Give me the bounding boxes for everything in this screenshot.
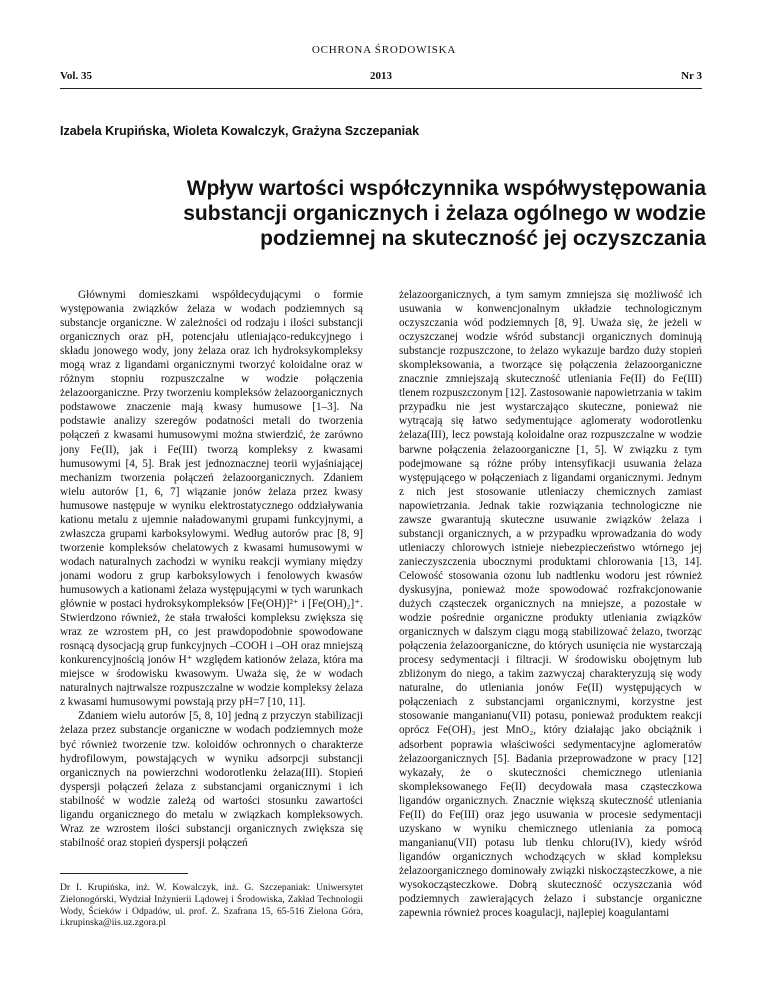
right-column: [399, 288, 702, 920]
footnote-divider: [60, 873, 188, 874]
authors: Izabela Krupińska, Wioleta Kowalczyk, Grażyna Szczepaniak: [60, 124, 420, 138]
volume-label: Vol. 35: [60, 70, 92, 82]
journal-name: OCHRONA ŚRODOWISKA: [311, 44, 457, 56]
year-label: 2013: [370, 70, 392, 82]
author-affiliation-footnote: Dr I. Krupińska, inż. W. Kowalczyk, inż. G. Szczepaniak: Uniwersytet Zielonogórski, Wydział Inżynierii Lądowej i Środowiska, Zakład Technologii Wody, Ścieków i Odpadów, ul. prof. Z. Szafrana 15, 65-516 Zielona Góra, i.krupinska@iis.uz.zgora.pl: [60, 882, 363, 929]
header-divider: [60, 88, 702, 89]
paragraph: żelazoorganicznych, a tym samym zmniejsza się możliwość ich usuwania w konwencjonalnym układzie technologicznym oczyszczania wód podziemnych [8, 9]. Uważa się, że jeżeli w oczyszczanej wodzie wśród substancji organicznych dominują substancje rozpuszczone, to żelazo wykazuje bardzo duży stopień skompleksowania, a tworzące się połączenia żelazoorganiczne znacznie zmniejszają skuteczność utleniania Fe(II) do Fe(III) tlenem rozpuszczonym [12]. Zastosowanie napowietrzania w takim przypadku nie jest wystarczająco skuteczne, ponieważ nie wytrącają się łatwo sedymentujące aglomeraty wodorotlenku żelaza(III), lecz powstają koloidalne oraz rozpuszczalne w wodzie barwne połączenia żelazoorganiczne [1, 5]. W związku z tym podejmowane są różne próby intensyfikacji usuwania żelaza występującego w połączeniach z ligandami organicznymi. Jednym z nich jest stosowanie utleniaczy chemicznych zamiast napowietrzania. Jednak takie rozwiązania technologiczne nie zawsze gwarantują skuteczne usuwanie związków żelaza i substancji organicznych, a w przypadku wprowadzania do wody utleniaczy chlorowych istnieje niebezpieczeństwo wtórnego jej zanieczyszczenia ubocznymi produktami chlorowania [13, 14]. Celowość stosowania ozonu lub nadtlenku wodoru jest również dyskusyjna, ponieważ może spowodować rozfrakcjonowanie dużych cząsteczek organicznych na mniejsze, a pozostałe w wodzie pośrednie organiczne produkty utleniania związków organicznych w dalszym ciągu mogą stabilizować żelazo, tworząc połączenia żelazoorganiczne, do których usunięcia nie wystarczają procesy sedymentacji i filtracji. W środowisku obojętnym lub zbliżonym do niego, a takim zazwyczaj charakteryzują się wody naturalne, do utleniania jonów Fe(II) występujących w połączeniach z substancjami organicznymi, korzystne jest stosowanie manganianu(VII) potasu, ponieważ produktem reakcji oprócz Fe(OH)₃ jest MnO₂, który działając jako obciążnik i adsorbent poprawia właściwości sedymentacyjne aglomeratów żelazoorganicznych [5]. Badania przeprowadzone w pracy [12] wykazały, że o skuteczności chemicznego utleniania skompleksowanego Fe(II) decydowała masa cząsteczkowa ligandów organicznych. Znacznie większą skuteczność utleniania Fe(II) do Fe(III) oraz jego usuwania w procesie sedymentacji uzyskano w wyniku chemicznego utleniania za pomocą manganianu(VII) potasu lub tlenku chloru(IV), kiedy wśród ligandów organicznych wchodzących w skład kompleksu żelazoorganicznego dominowały związki niskocząsteczkowe, a nie wysokocząsteczkowe. Dobrą skuteczność oczyszczania wód podziemnych zawierających żelazo i substancje organiczne zapewnia również proces koagulacji, najlepiej koagulantami: [399, 289, 702, 920]
paragraph: Głównymi domieszkami współdecydującymi o formie występowania związków żelaza w wodach podziemnych są substancje organiczne. W zależności od rodzaju i ilości substancji organicznych oraz pH, potencjału utleniająco-redukcyjnego i składu jonowego wody, jony żelaza oraz ich hydroksykompleksy mogą wraz z ligandami organicznymi tworzyć koloidalne oraz w różnym stopniu rozpuszczalne w wodzie połączenia żelazoorganiczne. Przy tworzeniu kompleksów żelazoorganicznych podstawowe znaczenie mają kwasy humusowe [1–3]. Na podstawie analizy szeregów podatności metali do tworzenia połączeń z kwasami humusowymi można stwierdzić, że zarówno jony Fe(II), jak i Fe(III) tworzą kompleksy z kwasami humusowymi [4, 5]. Brak jest jednoznacznej teorii wyjaśniającej mechanizm tworzenia połączeń żelazoorganicznych. Zdaniem wielu autorów [1, 6, 7] wiązanie jonów żelaza przez kwasy humusowe następuje w wyniku elektrostatycznego oddziaływania kationu metalu z ujemnie naładowanymi grupami funkcyjnymi, a zwłaszcza grupami karboksylowymi. Według autorów prac [8, 9] tworzenie kompleksów chelatowych z kwasami humusowymi w wodach naturalnych zachodzi w wyniku reakcji wymiany między jonami wodoru z grup karboksylowych i fenolowych kwasów humusowych a kationami żelaza występującymi w tych warunkach głównie w postaci hydroksykompleksów [Fe(OH)]²⁺ i [Fe(OH)₂]⁺. Stwierdzono również, że stała trwałości kompleksu zwiększa się wraz ze wzrostem pH, co jest prawdopodobnie spowodowane rosnącą dysocjacją grup funkcyjnych –COOH i –OH oraz mniejszą konkurencyjnością jonów H⁺ względem kationów żelaza, która ma miejsce w środowisku kwasowym. Uważa się, że w wodach naturalnych najtrwalsze rozpuszczalne w wodzie kompleksy żelaza z kwasami humusowymi powstają przy pH=7 [10, 11].: [60, 289, 363, 709]
issue-meta: [60, 70, 702, 84]
article-title: Wpływ wartości współczynnika współwystępowania substancji organicznych i żelaza ogólnego w wodzie podziemnej na skuteczność jej oczyszczania: [183, 177, 706, 250]
paragraph: Zdaniem wielu autorów [5, 8, 10] jedną z przyczyn stabilizacji żelaza przez substancje organiczne w wodach podziemnych może być również tworzenie tzw. koloidów ochronnych o charakterze hydrofilowym, powstających w wyniku adsorpcji substancji organicznych na powierzchni wodorotlenku żelaza(III). Stopień dyspersji połączeń żelaza z substancjami organicznymi i ich stabilność w wodzie zależą od wartości stosunku zawartości ligandu organicznego do metalu w związkach kompleksowych. Wraz ze wzrostem ilości substancji organicznych zwiększa się stabilność oraz stopień dyspersji połączeń: [60, 710, 363, 849]
issue-number: Nr 3: [681, 70, 702, 82]
left-column: [60, 288, 363, 850]
